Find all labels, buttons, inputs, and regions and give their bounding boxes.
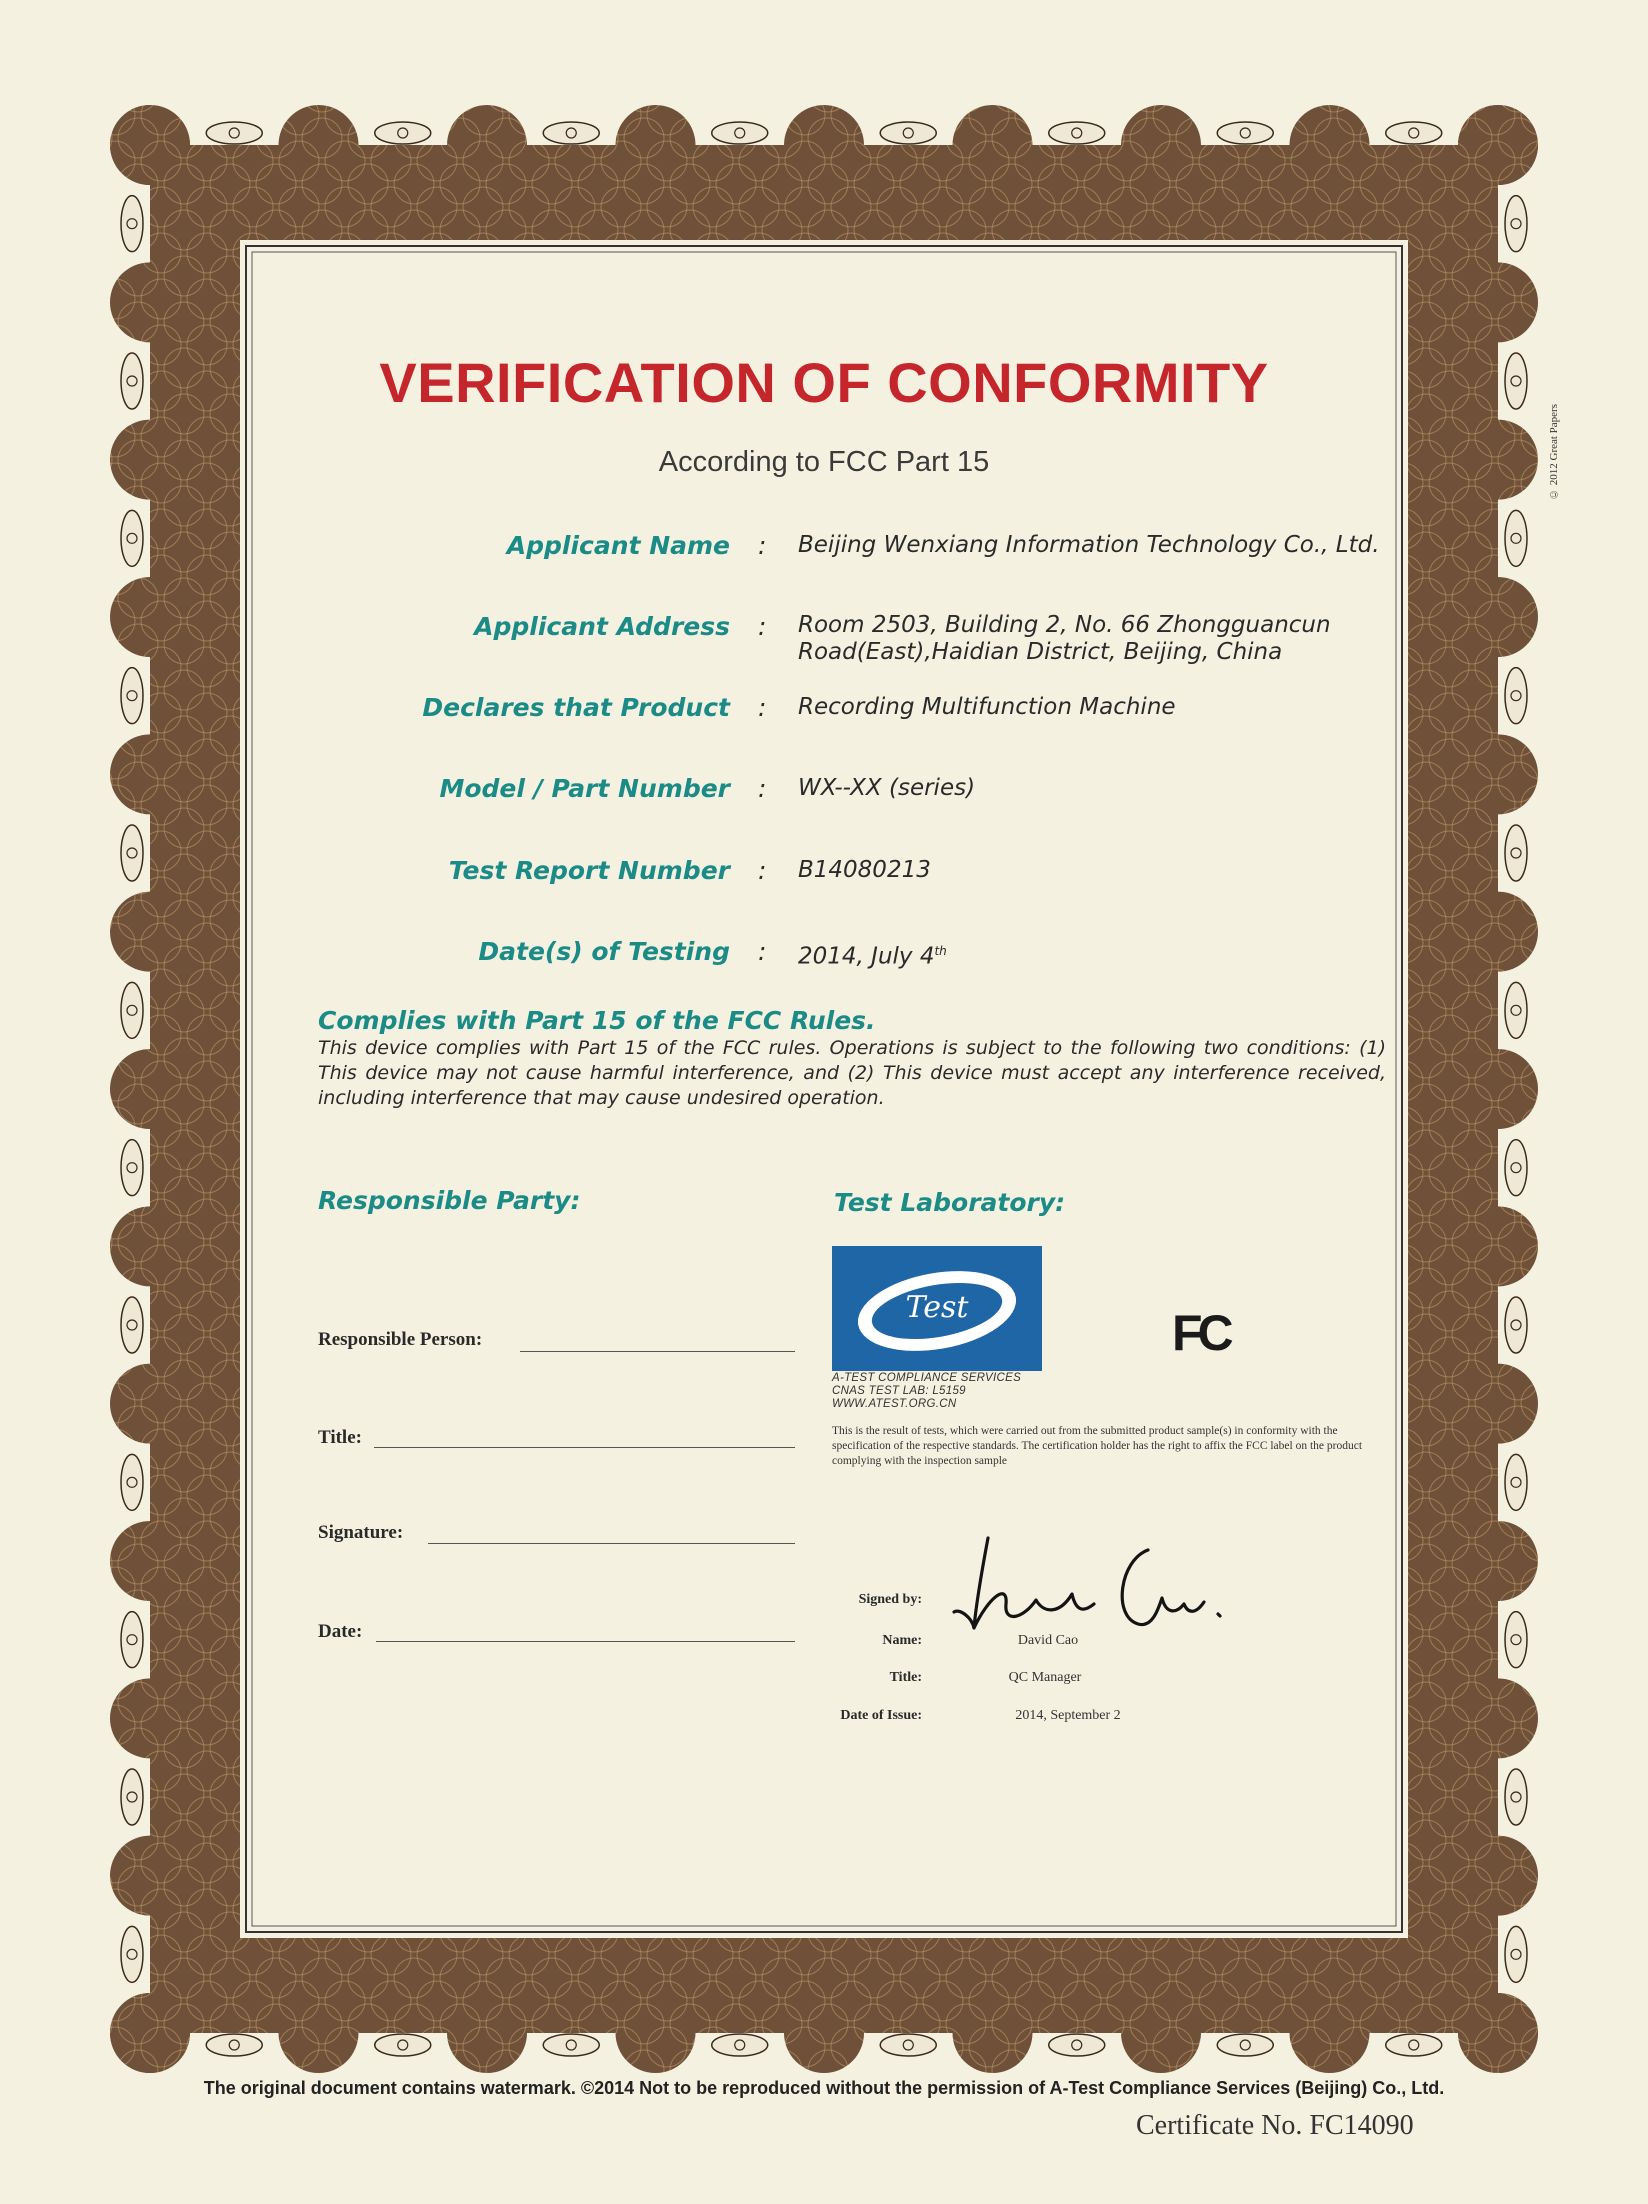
border-scallop [1458, 892, 1538, 972]
border-medallion [1505, 1140, 1527, 1196]
border-scallop [279, 105, 359, 185]
border-medallion [1049, 122, 1105, 144]
border-medallion [375, 2034, 431, 2056]
atest-logo-text: Test [905, 1290, 969, 1325]
border-medallion [1386, 2034, 1442, 2056]
border-medallion [543, 122, 599, 144]
testing-date-value [798, 938, 1408, 971]
border-scallop [1458, 1836, 1538, 1916]
border-scallop [1290, 105, 1370, 185]
field-colon: : [758, 937, 767, 966]
border-medallion [1049, 2034, 1105, 2056]
product-label: Declares that Product [422, 693, 730, 722]
border-scallop [110, 262, 190, 342]
border-medallion [1505, 668, 1527, 724]
date-of-issue-label: Date of Issue: [840, 1708, 922, 1723]
signature-label: Signature: [318, 1522, 404, 1543]
address-line-1: Room 2503, Building 2, No. 66 Zhongguancun [798, 612, 1331, 638]
applicant-address-label: Applicant Address [474, 612, 730, 641]
border-medallion [375, 122, 431, 144]
border-medallion [1505, 1612, 1527, 1668]
border-medallion [121, 1454, 143, 1510]
testing-date-label: Date(s) of Testing [478, 937, 730, 966]
model-value: WX--XX (series) [798, 775, 976, 801]
border-medallion [1505, 353, 1527, 409]
border-medallion [206, 2034, 262, 2056]
lab-name: A-TEST COMPLIANCE SERVICES [832, 1372, 1022, 1384]
border-medallion [1505, 1297, 1527, 1353]
field-colon: : [758, 856, 767, 885]
border-medallion [1505, 982, 1527, 1038]
testing-date-sup: th [934, 944, 947, 958]
test-report-value: B14080213 [798, 857, 931, 883]
model-label: Model / Part Number [439, 774, 730, 803]
border-medallion [1505, 1926, 1527, 1982]
border-scallop [447, 1993, 527, 2073]
border-scallop [110, 577, 190, 657]
border-scallop [110, 734, 190, 814]
signer-name-value: David Cao [1017, 1633, 1079, 1648]
border-scallop [110, 1521, 190, 1601]
border-medallion [121, 196, 143, 252]
certificate-subtitle: According to FCC Part 15 [658, 446, 990, 478]
lab-website: WWW.ATEST.ORG.CN [832, 1398, 957, 1410]
fcc-logo: FC [1172, 1305, 1229, 1361]
title-label: Title: [318, 1427, 362, 1448]
compliance-heading: Complies with Part 15 of the FCC Rules. [318, 1006, 876, 1035]
border-scallop [1290, 1993, 1370, 2073]
border-medallion [121, 510, 143, 566]
border-scallop [1458, 1049, 1538, 1129]
border-medallion [712, 2034, 768, 2056]
border-scallop [110, 105, 190, 185]
border-scallop [1458, 105, 1538, 185]
border-scallop [616, 105, 696, 185]
date-of-issue-value: 2014, September 2 [1015, 1708, 1121, 1723]
test-report-label: Test Report Number [448, 856, 730, 885]
border-medallion [880, 122, 936, 144]
field-colon: : [758, 612, 767, 641]
border-medallion [1505, 510, 1527, 566]
border-scallop [953, 105, 1033, 185]
border-medallion [880, 2034, 936, 2056]
applicant-address-value [798, 612, 1408, 666]
lab-cnas: CNAS TEST LAB: L5159 [832, 1385, 966, 1397]
border-medallion [121, 825, 143, 881]
border-scallop [110, 1836, 190, 1916]
border-medallion [1386, 122, 1442, 144]
border-medallion [121, 1140, 143, 1196]
atest-logo [832, 1246, 1042, 1371]
border-medallion [543, 2034, 599, 2056]
border-scallop [616, 1993, 696, 2073]
border-scallop [110, 1206, 190, 1286]
border-medallion [121, 1769, 143, 1825]
applicant-name-label: Applicant Name [506, 531, 730, 560]
border-scallop [953, 1993, 1033, 2073]
date-label: Date: [318, 1621, 363, 1642]
border-scallop [1458, 262, 1538, 342]
border-medallion [1505, 1454, 1527, 1510]
border-scallop [1121, 105, 1201, 185]
border-scallop [1458, 734, 1538, 814]
border-scallop [1458, 1206, 1538, 1286]
lab-statement: This is the result of tests, which were carried out from the submitted product sample(s) in conformity with the specification of the respective standards. The certification holder has the right to affix the FCC label on the product complying with the inspection sample [832, 1425, 1363, 1467]
signature-image [948, 1520, 1278, 1640]
certificate-number: Certificate No. FC14090 [1136, 2110, 1414, 2141]
border-scallop [1458, 1521, 1538, 1601]
field-colon: : [758, 693, 767, 722]
border-scallop [1458, 577, 1538, 657]
border-medallion [121, 982, 143, 1038]
certificate-title: VERIFICATION OF CONFORMITY [379, 351, 1269, 414]
border-scallop [110, 892, 190, 972]
product-value: Recording Multifunction Machine [798, 694, 1176, 720]
border-scallop [1458, 1993, 1538, 2073]
field-colon: : [758, 531, 767, 560]
border-medallion [121, 1297, 143, 1353]
border-medallion [121, 1612, 143, 1668]
border-scallop [1458, 1364, 1538, 1444]
border-medallion [712, 122, 768, 144]
signer-name-label: Name: [882, 1633, 922, 1648]
signed-by-label: Signed by: [858, 1592, 922, 1607]
border-medallion [121, 668, 143, 724]
footer-notice: The original document contains watermark. ©2014 Not to be reproduced without the permission of A-Test Compliance Services (Beijing) Co., Ltd. [203, 2078, 1445, 2098]
title-line [374, 1447, 795, 1448]
border-medallion [121, 1926, 143, 1982]
copyright-small: © 2012 Great Papers [1548, 403, 1560, 500]
border-scallop [110, 1993, 190, 2073]
border-scallop [279, 1993, 359, 2073]
border-scallop [110, 420, 190, 500]
applicant-name-value: Beijing Wenxiang Information Technology Co., Ltd. [798, 532, 1380, 558]
border-scallop [447, 105, 527, 185]
border-medallion [1217, 2034, 1273, 2056]
responsible-person-label: Responsible Person: [318, 1329, 483, 1350]
responsible-party-heading: Responsible Party: [318, 1186, 581, 1215]
border-scallop [1458, 420, 1538, 500]
border-scallop [784, 105, 864, 185]
signer-title-label: Title: [889, 1670, 922, 1685]
address-line-2: Road(East),Haidian District, Beijing, China [798, 639, 1283, 665]
border-scallop [110, 1049, 190, 1129]
responsible-person-line [520, 1351, 795, 1352]
border-scallop [110, 1678, 190, 1758]
border-medallion [206, 122, 262, 144]
border-medallion [1217, 122, 1273, 144]
signer-title-value: QC Manager [1008, 1670, 1082, 1685]
border-scallop [1121, 1993, 1201, 2073]
signature-line [428, 1543, 795, 1544]
test-laboratory-heading: Test Laboratory: [834, 1188, 1066, 1217]
border-medallion [1505, 825, 1527, 881]
border-scallop [784, 1993, 864, 2073]
border-medallion [1505, 1769, 1527, 1825]
border-medallion [1505, 196, 1527, 252]
compliance-text: This device complies with Part 15 of the FCC rules. Operations is subject to the following two conditions: (1) This device may not cause harmful interference, and (2) This device must accept any interference received, including interference that may cause undesired operation. [318, 1037, 1386, 1109]
date-line [376, 1641, 795, 1642]
border-scallop [110, 1364, 190, 1444]
border-medallion [121, 353, 143, 409]
field-colon: : [758, 774, 767, 803]
border-scallop [1458, 1678, 1538, 1758]
testing-date-text: 2014, July 4 [798, 943, 935, 970]
